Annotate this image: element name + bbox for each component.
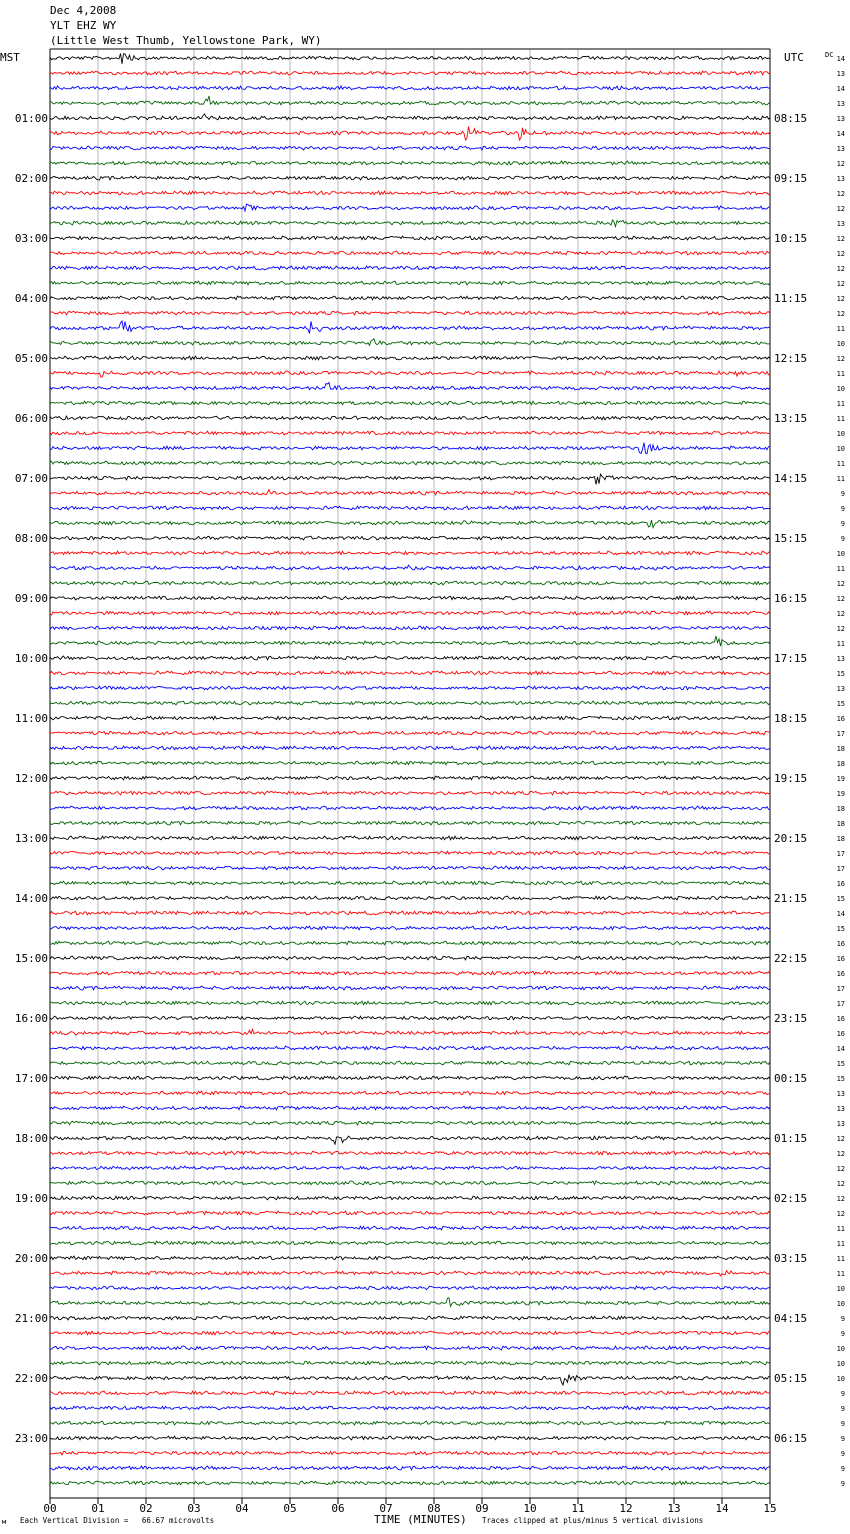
dc-offset-value: 9 bbox=[840, 1420, 845, 1428]
utc-hour-label: 01:15 bbox=[774, 1132, 808, 1145]
dc-offset-value: 13 bbox=[836, 70, 845, 78]
dc-offset-value: 10 bbox=[836, 1375, 845, 1383]
dc-offset-value: 17 bbox=[836, 730, 845, 738]
trace-row-5 bbox=[50, 127, 770, 141]
mst-hour-label: 01:00 bbox=[14, 112, 48, 125]
x-tick-label: 09 bbox=[475, 1502, 489, 1515]
trace-row-38 bbox=[50, 626, 770, 630]
trace-row-58 bbox=[50, 926, 770, 930]
trace-row-8 bbox=[50, 176, 770, 180]
dc-offset-value: 14 bbox=[836, 85, 845, 93]
dc-offset-value: 14 bbox=[836, 130, 845, 138]
trace-row-28 bbox=[50, 474, 770, 484]
dc-offset-value: 16 bbox=[836, 970, 845, 978]
dc-offset-value: 11 bbox=[836, 1270, 845, 1278]
mst-hour-label: 14:00 bbox=[14, 892, 48, 905]
mst-hour-label: 13:00 bbox=[14, 832, 48, 845]
trace-row-13 bbox=[50, 251, 770, 255]
dc-offset-value: 12 bbox=[836, 610, 845, 618]
trace-row-61 bbox=[50, 971, 770, 975]
trace-row-60 bbox=[50, 956, 770, 960]
dc-offset-value: 9 bbox=[840, 1390, 845, 1398]
trace-row-79 bbox=[50, 1241, 770, 1245]
dc-offset-value: 9 bbox=[840, 1405, 845, 1413]
dc-offset-value: 12 bbox=[836, 250, 845, 258]
dc-offset-value: 10 bbox=[836, 1285, 845, 1293]
x-tick-label: 11 bbox=[571, 1502, 585, 1515]
dc-offset-value: 12 bbox=[836, 310, 845, 318]
trace-row-62 bbox=[50, 986, 770, 990]
utc-hour-label: 00:15 bbox=[774, 1072, 808, 1085]
mst-hour-label: 12:00 bbox=[14, 772, 48, 785]
dc-offset-value: 12 bbox=[836, 580, 845, 588]
dc-offset-labels bbox=[837, 55, 845, 1488]
dc-offset-value: 17 bbox=[836, 985, 845, 993]
dc-offset-value: 16 bbox=[836, 955, 845, 963]
trace-row-83 bbox=[50, 1298, 770, 1307]
dc-offset-value: 19 bbox=[836, 790, 845, 798]
dc-offset-value: 11 bbox=[836, 370, 845, 378]
trace-row-4 bbox=[50, 114, 770, 120]
utc-hour-label: 05:15 bbox=[774, 1372, 808, 1385]
dc-offset-value: 9 bbox=[840, 1450, 845, 1458]
seismic-traces bbox=[50, 54, 770, 1485]
trace-row-51 bbox=[50, 821, 770, 825]
x-tick-label: 06 bbox=[331, 1502, 345, 1515]
dc-offset-value: 11 bbox=[836, 1225, 845, 1233]
utc-hour-label: 16:15 bbox=[774, 592, 808, 605]
trace-row-0 bbox=[50, 54, 770, 64]
dc-offset-value: 11 bbox=[836, 460, 845, 468]
dc-offset-value: 12 bbox=[836, 1210, 845, 1218]
trace-row-29 bbox=[50, 490, 770, 495]
trace-row-91 bbox=[50, 1421, 770, 1425]
dc-offset-value: 16 bbox=[836, 715, 845, 723]
scale-note: Each Vertical Division = 66.67 microvolts bbox=[20, 1516, 215, 1525]
trace-row-12 bbox=[50, 236, 770, 240]
dc-offset-value: 9 bbox=[840, 1330, 845, 1338]
mst-hour-label: 07:00 bbox=[14, 472, 48, 485]
trace-row-33 bbox=[50, 551, 770, 555]
trace-row-10 bbox=[50, 204, 770, 211]
trace-row-90 bbox=[50, 1406, 770, 1410]
dc-offset-value: 9 bbox=[840, 490, 845, 498]
dc-offset-value: 12 bbox=[836, 265, 845, 273]
utc-hour-label: 15:15 bbox=[774, 532, 808, 545]
utc-axis-label: UTC bbox=[784, 51, 804, 64]
dc-offset-value: 11 bbox=[836, 640, 845, 648]
utc-hour-label: 23:15 bbox=[774, 1012, 808, 1025]
trace-row-23 bbox=[50, 401, 770, 405]
trace-row-78 bbox=[50, 1226, 770, 1230]
mst-hour-label: 18:00 bbox=[14, 1132, 48, 1145]
dc-offset-value: 18 bbox=[836, 805, 845, 813]
mst-hour-label: 02:00 bbox=[14, 172, 48, 185]
dc-offset-value: 13 bbox=[836, 100, 845, 108]
dc-offset-value: 13 bbox=[836, 220, 845, 228]
trace-row-88 bbox=[50, 1375, 770, 1385]
trace-row-21 bbox=[50, 371, 770, 377]
trace-row-9 bbox=[50, 191, 770, 195]
trace-row-74 bbox=[50, 1166, 770, 1170]
dc-offset-value: 12 bbox=[836, 1195, 845, 1203]
trace-row-55 bbox=[50, 881, 770, 885]
trace-row-89 bbox=[50, 1391, 770, 1395]
trace-row-94 bbox=[50, 1466, 770, 1470]
clip-note: Traces clipped at plus/minus 5 vertical divisions bbox=[482, 1516, 704, 1525]
trace-row-25 bbox=[50, 431, 770, 435]
dc-offset-value: 18 bbox=[836, 760, 845, 768]
trace-row-14 bbox=[50, 266, 770, 270]
trace-row-80 bbox=[50, 1256, 770, 1260]
trace-row-71 bbox=[50, 1121, 770, 1125]
dc-offset-value: 12 bbox=[836, 295, 845, 303]
trace-row-66 bbox=[50, 1046, 770, 1050]
mst-time-labels bbox=[15, 112, 48, 1445]
utc-hour-label: 09:15 bbox=[774, 172, 808, 185]
dc-offset-value: 10 bbox=[836, 1300, 845, 1308]
dc-offset-value: 18 bbox=[836, 820, 845, 828]
dc-offset-value: 13 bbox=[836, 655, 845, 663]
trace-row-6 bbox=[50, 146, 770, 150]
utc-hour-label: 08:15 bbox=[774, 112, 808, 125]
mst-hour-label: 04:00 bbox=[14, 292, 48, 305]
dc-offset-value: 13 bbox=[836, 145, 845, 153]
utc-hour-label: 19:15 bbox=[774, 772, 808, 785]
dc-offset-value: 13 bbox=[836, 685, 845, 693]
utc-hour-label: 21:15 bbox=[774, 892, 808, 905]
dc-offset-value: 18 bbox=[836, 745, 845, 753]
dc-offset-value: 12 bbox=[836, 280, 845, 288]
dc-offset-value: 18 bbox=[836, 835, 845, 843]
trace-row-82 bbox=[50, 1286, 770, 1290]
trace-row-22 bbox=[50, 383, 770, 390]
mst-hour-label: 20:00 bbox=[14, 1252, 48, 1265]
dc-offset-value: 13 bbox=[836, 175, 845, 183]
mst-hour-label: 05:00 bbox=[14, 352, 48, 365]
trace-row-54 bbox=[50, 866, 770, 870]
dc-offset-value: 14 bbox=[836, 55, 845, 63]
trace-row-35 bbox=[50, 581, 770, 585]
dc-offset-value: 15 bbox=[836, 1075, 845, 1083]
dc-offset-value: 12 bbox=[836, 205, 845, 213]
trace-row-36 bbox=[50, 596, 770, 600]
x-tick-label: 15 bbox=[763, 1502, 777, 1515]
dc-offset-value: 10 bbox=[836, 550, 845, 558]
utc-hour-label: 22:15 bbox=[774, 952, 808, 965]
x-tick-label: 05 bbox=[283, 1502, 297, 1515]
trace-row-46 bbox=[50, 746, 770, 750]
trace-row-72 bbox=[50, 1136, 770, 1144]
trace-row-53 bbox=[50, 851, 770, 855]
trace-row-68 bbox=[50, 1076, 770, 1080]
dc-offset-value: 19 bbox=[836, 775, 845, 783]
x-tick-label: 03 bbox=[187, 1502, 201, 1515]
dc-offset-value: 12 bbox=[836, 1150, 845, 1158]
trace-row-85 bbox=[50, 1331, 770, 1335]
trace-row-64 bbox=[50, 1016, 770, 1020]
header-date: Dec 4,2008 bbox=[50, 4, 117, 17]
trace-row-7 bbox=[50, 161, 770, 165]
trace-row-95 bbox=[50, 1481, 770, 1485]
trace-row-77 bbox=[50, 1211, 770, 1215]
utc-hour-label: 12:15 bbox=[774, 352, 808, 365]
mst-hour-label: 03:00 bbox=[14, 232, 48, 245]
utc-time-labels bbox=[774, 112, 807, 1445]
dc-offset-value: 14 bbox=[836, 1045, 845, 1053]
dc-offset-value: 12 bbox=[836, 160, 845, 168]
utc-hour-label: 13:15 bbox=[774, 412, 808, 425]
trace-row-47 bbox=[50, 761, 770, 765]
trace-row-26 bbox=[50, 443, 770, 454]
trace-row-76 bbox=[50, 1196, 770, 1200]
x-tick-label: 12 bbox=[619, 1502, 633, 1515]
dc-offset-value: 12 bbox=[836, 235, 845, 243]
mst-axis-label: MST bbox=[0, 51, 20, 64]
dc-offset-value: 16 bbox=[836, 940, 845, 948]
utc-hour-label: 10:15 bbox=[774, 232, 808, 245]
trace-row-70 bbox=[50, 1106, 770, 1110]
dc-offset-value: 16 bbox=[836, 880, 845, 888]
dc-offset-value: 12 bbox=[836, 625, 845, 633]
x-tick-label: 08 bbox=[427, 1502, 441, 1515]
dc-offset-value: 11 bbox=[836, 415, 845, 423]
mst-hour-label: 08:00 bbox=[14, 532, 48, 545]
trace-row-42 bbox=[50, 686, 770, 690]
dc-offset-value: 9 bbox=[840, 535, 845, 543]
trace-row-3 bbox=[50, 96, 770, 105]
trace-row-65 bbox=[50, 1029, 770, 1034]
dc-offset-value: 11 bbox=[836, 475, 845, 483]
dc-offset-value: 13 bbox=[836, 1090, 845, 1098]
header-station: YLT EHZ WY bbox=[50, 19, 117, 32]
trace-row-40 bbox=[50, 656, 770, 660]
trace-row-39 bbox=[50, 636, 770, 646]
dc-offset-value: 13 bbox=[836, 1105, 845, 1113]
mst-hour-label: 19:00 bbox=[14, 1192, 48, 1205]
x-tick-label: 00 bbox=[43, 1502, 57, 1515]
utc-hour-label: 14:15 bbox=[774, 472, 808, 485]
trace-row-57 bbox=[50, 911, 770, 915]
dc-offset-value: 16 bbox=[836, 1015, 845, 1023]
dc-offset-value: 9 bbox=[840, 1435, 845, 1443]
mst-hour-label: 10:00 bbox=[14, 652, 48, 665]
utc-hour-label: 20:15 bbox=[774, 832, 808, 845]
trace-row-18 bbox=[50, 321, 770, 334]
x-tick-label: 07 bbox=[379, 1502, 393, 1515]
mst-hour-label: 11:00 bbox=[14, 712, 48, 725]
dc-offset-value: 17 bbox=[836, 1000, 845, 1008]
dc-offset-value: 16 bbox=[836, 1030, 845, 1038]
trace-row-11 bbox=[50, 220, 770, 227]
utc-hour-label: 03:15 bbox=[774, 1252, 808, 1265]
trace-row-93 bbox=[50, 1451, 770, 1455]
trace-row-73 bbox=[50, 1151, 770, 1155]
dc-label: DC bbox=[825, 51, 834, 59]
trace-row-1 bbox=[50, 71, 770, 75]
trace-row-92 bbox=[50, 1436, 770, 1440]
trace-row-52 bbox=[50, 836, 770, 840]
dc-offset-value: 13 bbox=[836, 115, 845, 123]
trace-row-69 bbox=[50, 1091, 770, 1095]
trace-row-31 bbox=[50, 520, 770, 528]
trace-row-20 bbox=[50, 356, 770, 360]
header-location: (Little West Thumb, Yellowstone Park, WY) bbox=[50, 34, 322, 47]
dc-offset-value: 13 bbox=[836, 1120, 845, 1128]
trace-row-45 bbox=[50, 731, 770, 735]
dc-offset-value: 9 bbox=[840, 505, 845, 513]
x-tick-label: 10 bbox=[523, 1502, 537, 1515]
trace-row-86 bbox=[50, 1346, 770, 1350]
utc-hour-label: 17:15 bbox=[774, 652, 808, 665]
trace-row-2 bbox=[50, 86, 770, 90]
dc-offset-value: 12 bbox=[836, 1165, 845, 1173]
dc-offset-value: 11 bbox=[836, 1255, 845, 1263]
dc-offset-value: 9 bbox=[840, 1480, 845, 1488]
utc-hour-label: 06:15 bbox=[774, 1432, 808, 1445]
trace-row-75 bbox=[50, 1181, 770, 1185]
corner-mark: м bbox=[2, 1518, 7, 1526]
mst-hour-label: 17:00 bbox=[14, 1072, 48, 1085]
dc-offset-value: 12 bbox=[836, 1180, 845, 1188]
trace-row-44 bbox=[50, 716, 770, 720]
dc-offset-value: 12 bbox=[836, 1135, 845, 1143]
trace-row-17 bbox=[50, 311, 770, 315]
trace-row-49 bbox=[50, 791, 770, 795]
trace-row-27 bbox=[50, 461, 770, 465]
dc-offset-value: 12 bbox=[836, 355, 845, 363]
dc-offset-value: 17 bbox=[836, 865, 845, 873]
dc-offset-value: 10 bbox=[836, 340, 845, 348]
dc-offset-value: 12 bbox=[836, 595, 845, 603]
x-tick-label: 04 bbox=[235, 1502, 249, 1515]
utc-hour-label: 18:15 bbox=[774, 712, 808, 725]
trace-row-50 bbox=[50, 806, 770, 810]
trace-row-15 bbox=[50, 281, 770, 285]
trace-row-63 bbox=[50, 1001, 770, 1005]
dc-offset-value: 10 bbox=[836, 1345, 845, 1353]
dc-offset-value: 10 bbox=[836, 385, 845, 393]
dc-offset-value: 10 bbox=[836, 445, 845, 453]
dc-offset-value: 15 bbox=[836, 925, 845, 933]
trace-row-19 bbox=[50, 339, 770, 346]
trace-row-34 bbox=[50, 565, 770, 570]
trace-row-41 bbox=[50, 671, 770, 675]
trace-row-56 bbox=[50, 896, 770, 900]
dc-offset-value: 15 bbox=[836, 670, 845, 678]
dc-offset-value: 10 bbox=[836, 430, 845, 438]
dc-offset-value: 11 bbox=[836, 1240, 845, 1248]
trace-row-81 bbox=[50, 1271, 770, 1276]
trace-row-48 bbox=[50, 776, 770, 780]
trace-row-30 bbox=[50, 506, 770, 510]
trace-row-32 bbox=[50, 536, 770, 540]
dc-offset-value: 11 bbox=[836, 400, 845, 408]
x-tick-label: 13 bbox=[667, 1502, 681, 1515]
x-tick-label: 01 bbox=[91, 1502, 105, 1515]
mst-hour-label: 22:00 bbox=[14, 1372, 48, 1385]
dc-offset-value: 17 bbox=[836, 850, 845, 858]
mst-hour-label: 09:00 bbox=[14, 592, 48, 605]
dc-offset-value: 15 bbox=[836, 700, 845, 708]
x-axis-title: TIME (MINUTES) bbox=[374, 1513, 467, 1526]
utc-hour-label: 02:15 bbox=[774, 1192, 808, 1205]
dc-offset-value: 9 bbox=[840, 1465, 845, 1473]
mst-hour-label: 23:00 bbox=[14, 1432, 48, 1445]
dc-offset-value: 11 bbox=[836, 325, 845, 333]
trace-row-84 bbox=[50, 1316, 770, 1320]
utc-hour-label: 11:15 bbox=[774, 292, 808, 305]
dc-offset-value: 15 bbox=[836, 1060, 845, 1068]
x-tick-label: 02 bbox=[139, 1502, 153, 1515]
dc-offset-value: 12 bbox=[836, 190, 845, 198]
trace-row-24 bbox=[50, 416, 770, 420]
mst-hour-label: 16:00 bbox=[14, 1012, 48, 1025]
x-tick-label: 14 bbox=[715, 1502, 729, 1515]
dc-offset-value: 15 bbox=[836, 895, 845, 903]
mst-hour-label: 15:00 bbox=[14, 952, 48, 965]
mst-hour-label: 06:00 bbox=[14, 412, 48, 425]
utc-hour-label: 04:15 bbox=[774, 1312, 808, 1325]
dc-offset-value: 11 bbox=[836, 565, 845, 573]
dc-offset-value: 9 bbox=[840, 1315, 845, 1323]
dc-offset-value: 10 bbox=[836, 1360, 845, 1368]
trace-row-37 bbox=[50, 611, 770, 615]
trace-row-43 bbox=[50, 701, 770, 705]
dc-offset-value: 9 bbox=[840, 520, 845, 528]
mst-hour-label: 21:00 bbox=[14, 1312, 48, 1325]
trace-row-87 bbox=[50, 1361, 770, 1365]
dc-offset-value: 14 bbox=[836, 910, 845, 918]
trace-row-67 bbox=[50, 1061, 770, 1065]
trace-row-59 bbox=[50, 941, 770, 945]
trace-row-16 bbox=[50, 296, 770, 300]
